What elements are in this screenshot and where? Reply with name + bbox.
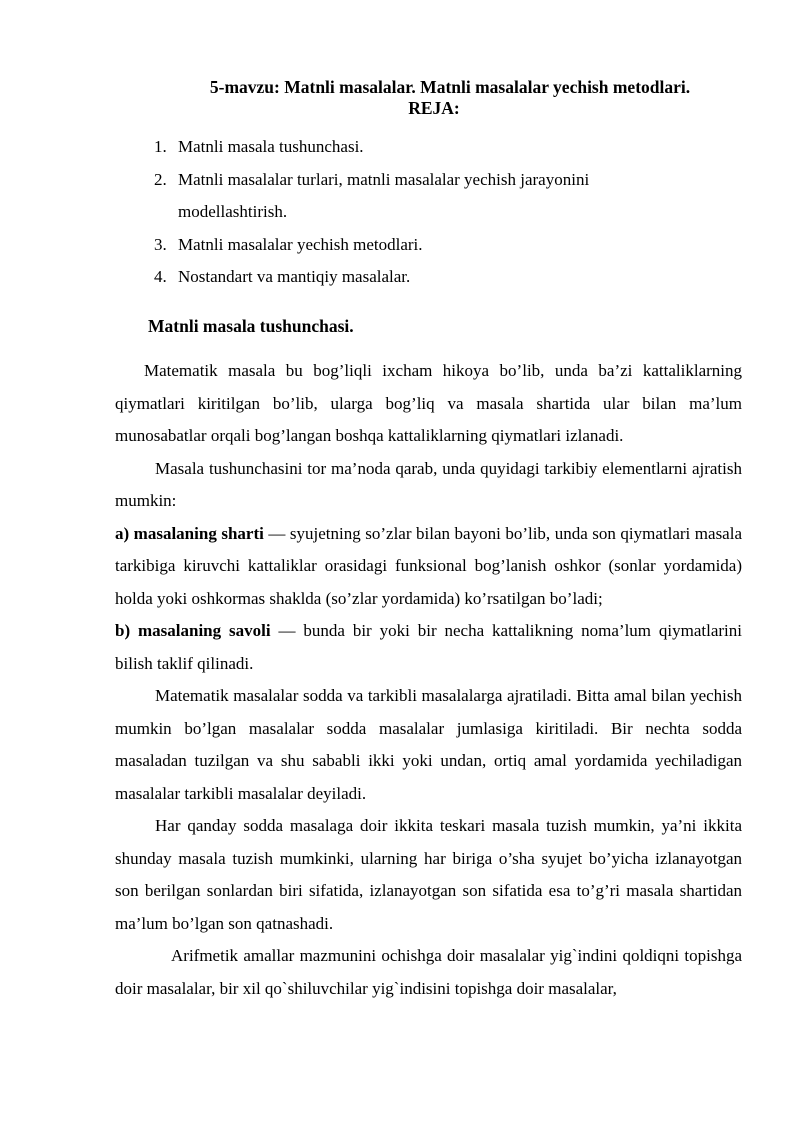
plan-item — [154, 131, 648, 164]
paragraph-inverse-problems: Har qanday sodda masalaga doir ikkita teskari masala tuzish mumkin, ya’ni ikkita shunday masala tuzish mumkinki, ularning har biriga o’sha syujet bo’yicha izlanayotgan son berilgan sonlardan biri sifatida, izlanayotgan son sifatida esa to’g’ri masala shartidan ma’lum bo’lgan son qatnashadi. — [115, 816, 742, 933]
paragraph-item-b — [115, 615, 742, 680]
paragraph-definition: Matematik masala bu bog’liqli ixcham hikoya bo’lib, unda ba’zi kattaliklarning qiymatlari kiritilgan bo’lib, ularga bog’liq va masala shartida ular bilan ma’lum munosabatlar orqali bog’langan boshqa kattaliklarning qiymatlari izlanadi. — [115, 361, 742, 445]
plan-heading: REJA: — [408, 98, 460, 118]
plan-item-number: 4. — [154, 267, 167, 286]
plan-item-text: Matnli masalalar turlari, matnli masalalar yechish jarayonini modellashtirish. — [178, 169, 590, 221]
plan-item — [154, 164, 648, 229]
body-text — [115, 355, 742, 1005]
paragraph-arithmetic: Arifmetik amallar mazmunini ochishga doir masalalar yig`indini qoldiqni topishga doir masalalar, bir xil qo`shiluvchilar yig`indisini topishga doir masalalar, — [115, 946, 742, 998]
section-heading: Matnli masala tushunchasi. — [148, 316, 354, 336]
plan-item-number: 1. — [154, 137, 167, 156]
plan-item — [154, 229, 648, 262]
plan-item-number: 3. — [154, 234, 167, 254]
plan-item-number: 2. — [154, 169, 167, 189]
document-title: 5-mavzu: Matnli masalalar. Matnli masalalar yechish metodlari. — [209, 77, 691, 97]
plan-item-text: Nostandart va mantiqiy masalalar. — [178, 267, 411, 286]
item-b-text: — bunda bir yoki bir necha kattalikning noma’lum qiymatlarini bilish taklif qilinadi. — [115, 621, 742, 673]
plan-item-text: Matnli masalalar yechish metodlari. — [178, 234, 423, 254]
item-a-text: — syujetning so’zlar bilan bayoni bo’lib, unda son qiymatlari masala tarkibiga kiruvchi kattaliklar orasidagi funksional bog’lanish oshkor (sonlar yordamida) holda yoki oshkormas shaklda (so’zlar yordamida) ko’rsatilgan bo’ladi; — [115, 523, 742, 608]
plan-item-text: Matnli masala tushunchasi. — [178, 137, 364, 156]
item-a-label: a) masalaning sharti — [115, 523, 264, 543]
plan-item — [154, 261, 648, 294]
paragraph-item-a — [115, 518, 742, 616]
paragraph-simple-complex: Matematik masalalar sodda va tarkibli masalalarga ajratiladi. Bitta amal bilan yechish mumkin bo’lgan masalalar sodda masalalar jumlasiga kiritiladi. Bir nechta sodda masaladan tuzilgan va shu sababli ikki yoki undan, ortiq amal yordamida yechiladigan masalalar tarkibli masalalar deyiladi. — [115, 686, 742, 803]
plan-list — [154, 131, 648, 294]
paragraph-elements-intro: Masala tushunchasini tor ma’noda qarab, unda quyidagi tarkibiy elementlarni ajratish mumkin: — [115, 458, 742, 510]
item-b-label: b) masalaning savoli — [115, 621, 271, 640]
